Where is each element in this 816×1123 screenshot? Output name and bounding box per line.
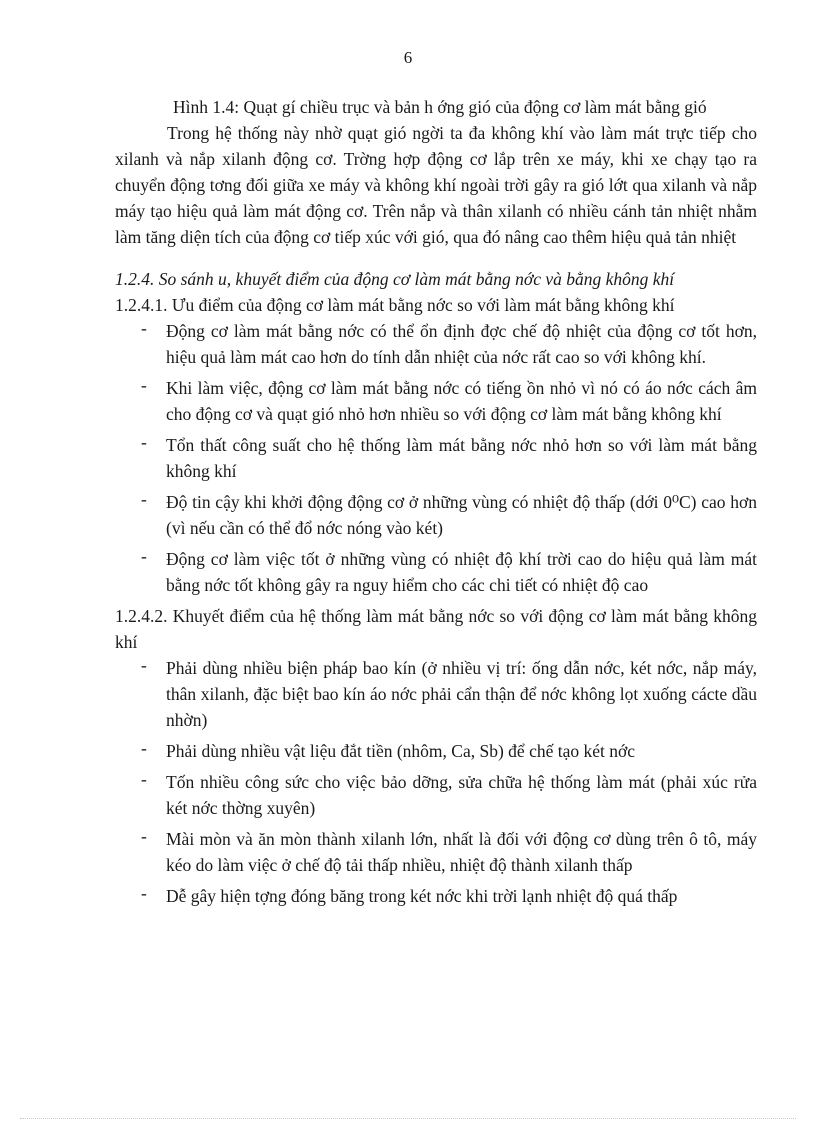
section-heading: 1.2.4. So sánh u, khuyết điểm của động cơ làm mát bằng nớc và bằng không khí (115, 269, 675, 289)
intro-paragraph: Trong hệ thống này nhờ quạt gió ngời ta đa không khí vào làm mát trực tiếp cho xilanh và nắp xilanh động cơ. Trờng hợp động cơ lắp trên xe máy, khi xe chạy tạo ra chuyển động tơng đối giữa xe máy và không khí ngoài trời gây ra gió lớt qua xilanh và nắp máy tạo hiệu quả làm mát động cơ. Trên nắp và thân xilanh có nhiều cánh tản nhiệt nhằm làm tăng diện tích của động cơ tiếp xúc với gió, qua đó nâng cao thêm hiệu quả tản nhiệt (115, 123, 757, 247)
list-item-text: Tổn thất công suất cho hệ thống làm mát bằng nớc nhỏ hơn so với làm mát bằng không khí (166, 435, 757, 481)
list-item-text: Tốn nhiều công sức cho việc bảo dỡng, sửa chữa hệ thống làm mát (phải xúc rửa két nớc thờng xuyên) (166, 772, 757, 818)
list-item (115, 375, 757, 427)
list-item (115, 489, 757, 541)
list-item-text: Dễ gây hiện tợng đóng băng trong két nớc khi trời lạnh nhiệt độ quá thấp (166, 886, 678, 906)
list-item (115, 432, 757, 484)
advantages-heading: 1.2.4.1. Ưu điểm của động cơ làm mát bằng nớc so với làm mát bằng không khí (115, 295, 675, 315)
page-number: 6 (403, 48, 413, 67)
list-item-text: Mài mòn và ăn mòn thành xilanh lớn, nhất là đối với động cơ dùng trên ô tô, máy kéo do làm việc ở chế độ tải thấp nhiều, nhiệt độ thành xilanh thấp (166, 829, 757, 875)
bullet-dash: - (141, 432, 147, 452)
list-item-text: Phải dùng nhiều vật liệu đắt tiền (nhôm, Ca, Sb) để chế tạo két nớc (166, 741, 636, 761)
bullet-dash: - (141, 655, 147, 675)
list-item (115, 738, 757, 764)
disadvantages-list (115, 655, 757, 909)
list-item-text: Động cơ làm mát bằng nớc có thể ổn định đợc chế độ nhiệt của động cơ tốt hơn, hiệu quả làm mát cao hơn do tính dẫn nhiệt của nớc rất cao so với không khí. (166, 321, 757, 367)
list-item (115, 883, 757, 909)
bullet-dash: - (141, 546, 147, 566)
document-body (115, 94, 757, 914)
list-item-text: Độ tin cậy khi khởi động động cơ ở những vùng có nhiệt độ thấp (dới 0⁰C) cao hơn (vì nếu cần có thể đổ nớc nóng vào két) (166, 492, 757, 538)
bullet-dash: - (141, 318, 147, 338)
list-item (115, 318, 757, 370)
list-item (115, 769, 757, 821)
bullet-dash: - (141, 489, 147, 509)
list-item (115, 546, 757, 598)
bullet-dash: - (141, 375, 147, 395)
bullet-dash: - (141, 769, 147, 789)
figure-caption: Hình 1.4: Quạt gí chiều trục và bản h ớng gió của động cơ làm mát bằng gió (173, 97, 707, 117)
advantages-list (115, 318, 757, 598)
list-item-text: Động cơ làm việc tốt ở những vùng có nhiệt độ khí trời cao do hiệu quả làm mát bằng nớc tốt không gây ra nguy hiểm cho các chi tiết có nhiệt độ cao (166, 549, 757, 595)
bullet-dash: - (141, 826, 147, 846)
list-item-text: Khi làm việc, động cơ làm mát bằng nớc có tiếng ồn nhỏ vì nó có áo nớc cách âm cho động cơ và quạt gió nhỏ hơn nhiều so với động cơ làm mát bằng không khí (166, 378, 757, 424)
bullet-dash: - (141, 883, 147, 903)
disadvantages-heading: 1.2.4.2. Khuyết điểm của hệ thống làm mát bằng nớc so với động cơ làm mát bằng không khí (115, 606, 757, 652)
list-item (115, 826, 757, 878)
list-item-text: Phải dùng nhiều biện pháp bao kín (ở nhiều vị trí: ống dẫn nớc, két nớc, nắp máy, thân xilanh, đặc biệt bao kín áo nớc phải cẩn thận để nớc không lọt xuống cácte dầu nhờn) (166, 658, 757, 730)
bullet-dash: - (141, 738, 147, 758)
list-item (115, 655, 757, 733)
page-bottom-rule (20, 1118, 796, 1119)
